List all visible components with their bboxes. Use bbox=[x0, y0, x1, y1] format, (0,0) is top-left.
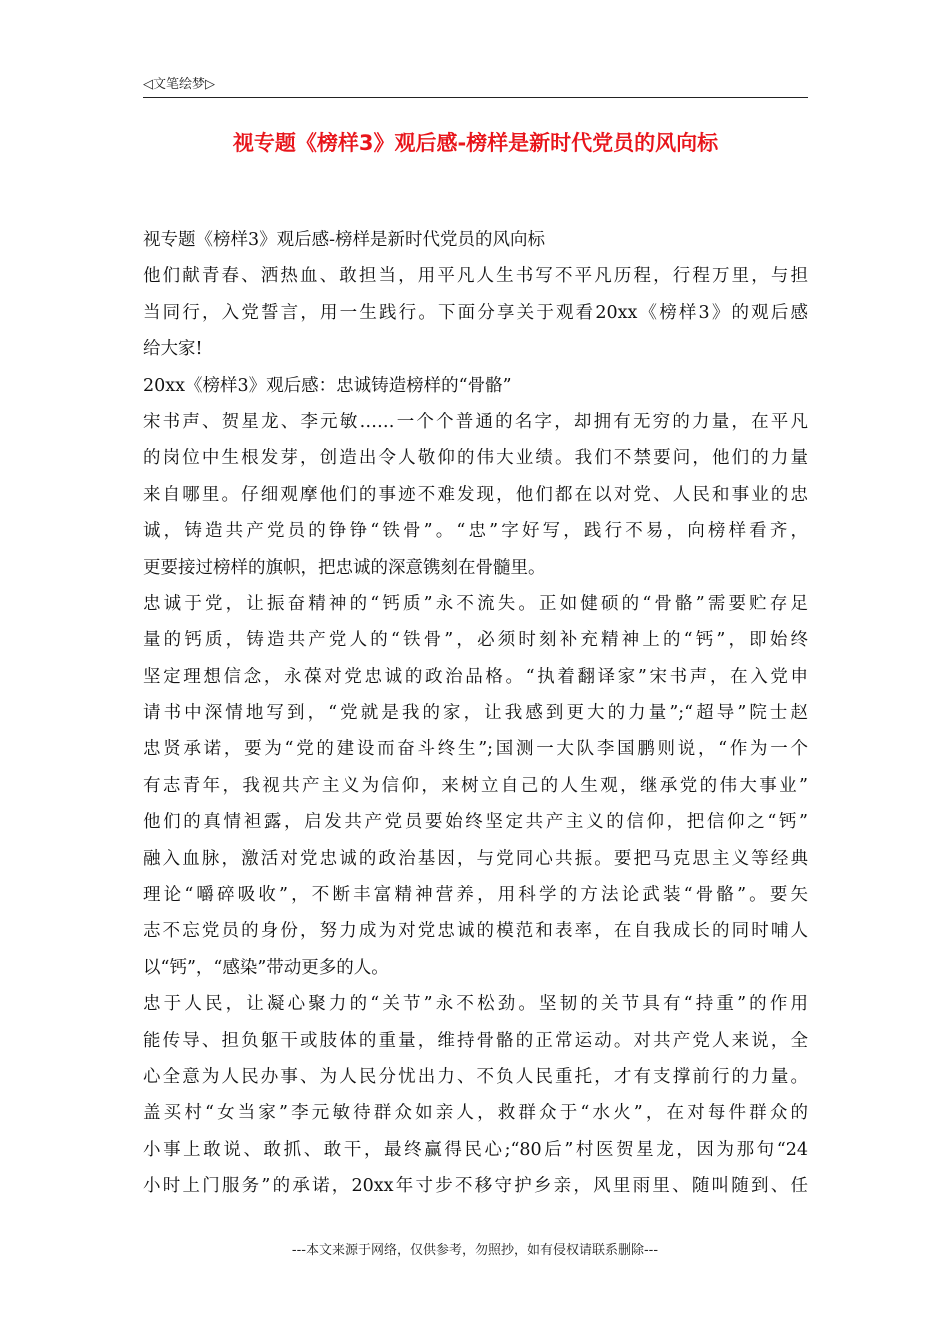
body-line: 坚定理想信念，永葆对党忠诚的政治品格。“执着翻译家”宋书声，在入党申 bbox=[143, 666, 808, 687]
body-line: 量的钙质，铸造共产党人的“铁骨”，必须时刻补充精神上的“钙”，即始终 bbox=[143, 630, 808, 651]
body-line: 能传导、担负躯干或肢体的重量，维持骨骼的正常运动。对共产党人来说，全 bbox=[143, 1030, 808, 1051]
body-line: 来自哪里。仔细观摩他们的事迹不难发现，他们都在以对党、人民和事业的忠 bbox=[143, 484, 808, 505]
body-line: 给大家! bbox=[143, 339, 203, 360]
body-line: 20xx《榜样3》观后感：忠诚铸造榜样的“骨骼” bbox=[143, 375, 512, 396]
body-line: 心全意为人民办事、为人民分忧出力、不负人民重托，才有支撑前行的力量。 bbox=[143, 1066, 808, 1087]
body-line: 小时上门服务”的承诺，20xx年寸步不移守护乡亲，风里雨里、随叫随到、任 bbox=[143, 1176, 808, 1197]
body-line: 诚，铸造共产党员的铮铮“铁骨”。“忠”字好写，践行不易，向榜样看齐， bbox=[143, 521, 808, 542]
body-line: 请书中深情地写到，“党就是我的家，让我感到更大的力量”;“超导”院士赵 bbox=[143, 703, 808, 724]
body-line: 当同行，入党誓言，用一生践行。下面分享关于观看20xx《榜样3》的观后感 bbox=[143, 302, 808, 323]
body-line: 忠诚于党，让振奋精神的“钙质”永不流失。正如健硕的“骨骼”需要贮存足 bbox=[143, 593, 808, 614]
body-line: 融入血脉，激活对党忠诚的政治基因，与党同心共振。要把马克思主义等经典 bbox=[143, 848, 808, 869]
body-line: 更要接过榜样的旗帜，把忠诚的深意镌刻在骨髓里。 bbox=[143, 557, 546, 578]
body-line: 视专题《榜样3》观后感-榜样是新时代党员的风向标 bbox=[143, 230, 546, 250]
body-line: 志不忘党员的身份，努力成为对党忠诚的模范和表率，在自我成长的同时哺人 bbox=[143, 921, 808, 942]
header-brand: ◁文笔绘梦▷ bbox=[143, 77, 215, 92]
body-line: 理论“嚼碎吸收”，不断丰富精神营养，用科学的方法论武装“骨骼”。要矢 bbox=[143, 885, 808, 906]
footer-disclaimer: ---本文来源于网络，仅供参考，勿照抄，如有侵权请联系删除--- bbox=[291, 1243, 659, 1258]
body-line: 忠贤承诺，要为“党的建设而奋斗终生”;国测一大队李国鹏则说，“作为一个 bbox=[143, 739, 808, 760]
body-line: 以“钙”，“感染”带动更多的人。 bbox=[143, 957, 389, 978]
body-line: 宋书声、贺星龙、李元敏……一个个普通的名字，却拥有无穷的力量，在平凡 bbox=[143, 411, 808, 432]
body-line: 小事上敢说、敢抓、敢干，最终赢得民心;“80后”村医贺星龙，因为那句“24 bbox=[143, 1139, 808, 1160]
body-line: 忠于人民，让凝心聚力的“关节”永不松劲。坚韧的关节具有“持重”的作用 bbox=[143, 994, 808, 1015]
document-title: 视专题《榜样3》观后感-榜样是新时代党员的风向标 bbox=[232, 131, 719, 155]
header-divider bbox=[143, 97, 808, 98]
body-line: 有志青年，我视共产主义为信仰，来树立自己的人生观，继承党的伟大事业” bbox=[143, 775, 808, 796]
document-body bbox=[143, 222, 808, 1205]
body-line: 盖买村“女当家”李元敏待群众如亲人，救群众于“水火”，在对每件群众的 bbox=[143, 1103, 808, 1124]
body-line: 他们献青春、洒热血、敢担当，用平凡人生书写不平凡历程，行程万里，与担 bbox=[143, 266, 808, 287]
body-line: 的岗位中生根发芽，创造出令人敬仰的伟大业绩。我们不禁要问，他们的力量 bbox=[143, 448, 808, 469]
body-line: 他们的真情袒露，启发共产党员要始终坚定共产主义的信仰，把信仰之“钙” bbox=[143, 812, 808, 833]
